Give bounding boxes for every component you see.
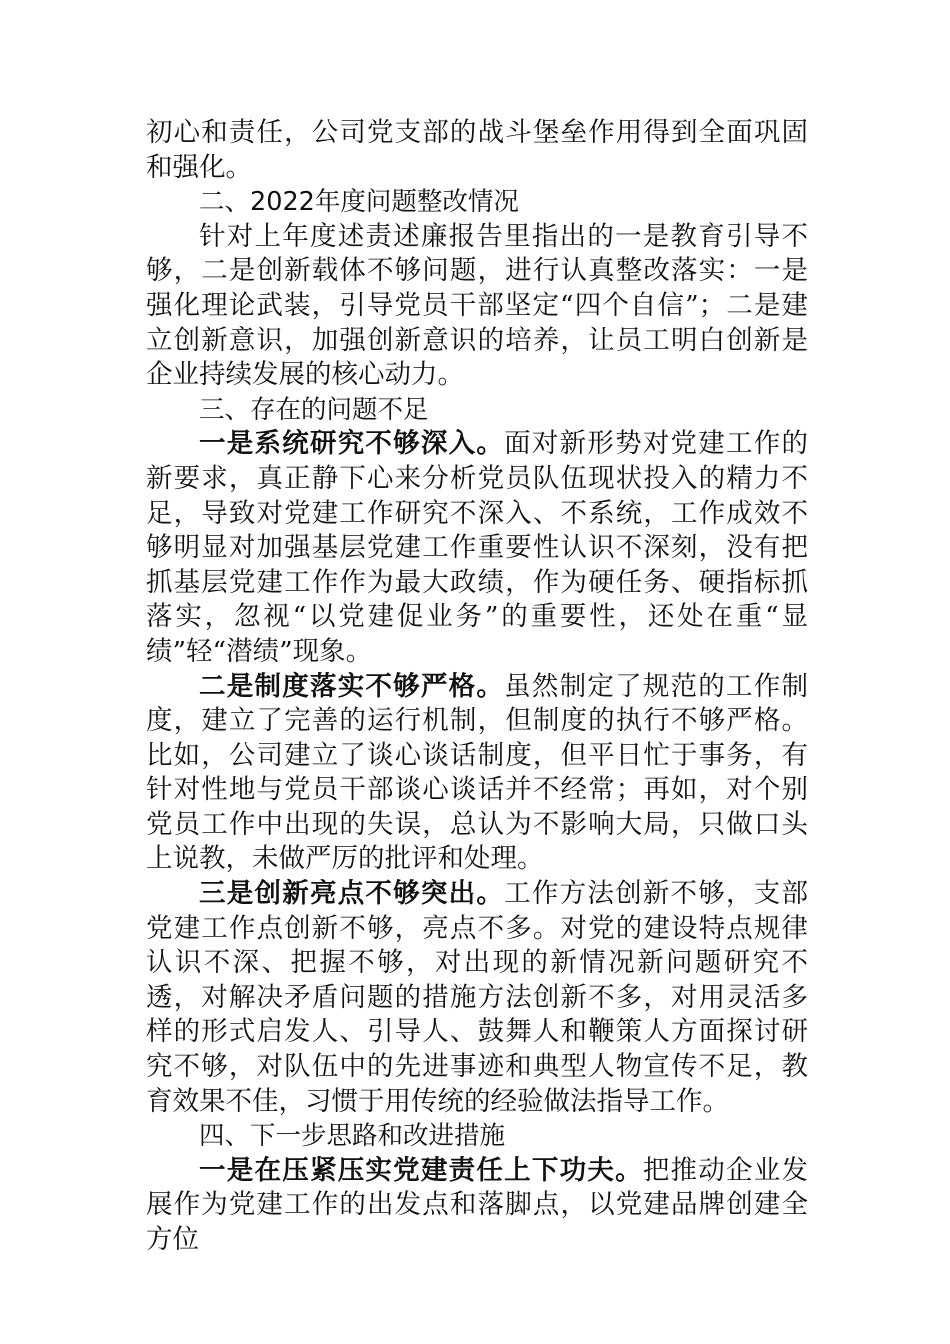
section-heading-2: 二、2022年度问题整改情况 — [199, 187, 519, 218]
paragraph-problem-1 — [146, 427, 808, 669]
paragraph-body-2: 虽然制定了规范的工作制度，建立了完善的运行机制，但制度的执行不够严格。比如，公司建立了谈心谈话制度，但平日忙于事务，有针对性地与党员干部谈心谈话并不经常；再如，对个别党员工作中出现的失误，总认为不影响大局，只做口头上说教，未做严厉的批评和处理。 — [146, 670, 809, 875]
paragraph-rectification: 针对上年度述责述廉报告里指出的一是教育引导不够，二是创新载体不够问题，进行认真整改落实：一是强化理论武装，引导党员干部坚定“四个自信”；二是建立创新意识，加强创新意识的培养，让员工明白创新是企业持续发展的核心动力。 — [146, 220, 808, 391]
paragraph-lead-3: 三是创新亮点不够突出。 — [199, 878, 505, 910]
paragraph-body-1: 面对新形势对党建工作的新要求，真正静下心来分析党员队伍现状投入的精力不足，导致对党建工作研究不深入、不系统，工作成效不够明显对加强基层党建工作重要性认识不深刻，没有把抓基层党建工作作为最大政绩，作为硬任务、硬指标抓落实，忽视“以党建促业务”的重要性，还处在重“显绩”轻“潜绩”现象。 — [146, 428, 809, 667]
paragraph-body-3: 工作方法创新不够，支部党建工作点创新不够，亮点不多。对党的建设特点规律认识不深、把握不够，对出现的新情况新问题研究不透，对解决矛盾问题的措施方法创新不多，对用灵活多样的形式启发人、引导人、鼓舞人和鞭策人方面探讨研究不够，对队伍中的先进事迹和典型人物宣传不足，教育效果不佳，习惯于用传统的经验做法指导工作。 — [146, 878, 809, 1117]
paragraph-lead-2: 二是制度落实不够严格。 — [199, 670, 505, 702]
paragraph-problem-3 — [146, 877, 808, 1119]
section-heading-4: 四、下一步思路和改进措施 — [199, 1121, 506, 1152]
paragraph-lead-1: 一是系统研究不够深入。 — [199, 428, 505, 460]
paragraph-measure-1 — [146, 1154, 808, 1258]
paragraph-lead-4: 一是在压紧压实党建责任上下功夫。 — [199, 1154, 643, 1186]
document-page — [146, 116, 808, 1258]
section-heading-3: 三、存在的问题不足 — [199, 394, 429, 425]
paragraph-problem-2 — [146, 670, 808, 878]
paragraph-continuation: 初心和责任，公司党支部的战斗堡垒作用得到全面巩固和强化。 — [146, 117, 808, 183]
paragraph-body-4: 把推动企业发展作为党建工作的出发点和落脚点，以党建品牌创建全方位 — [146, 1154, 809, 1255]
